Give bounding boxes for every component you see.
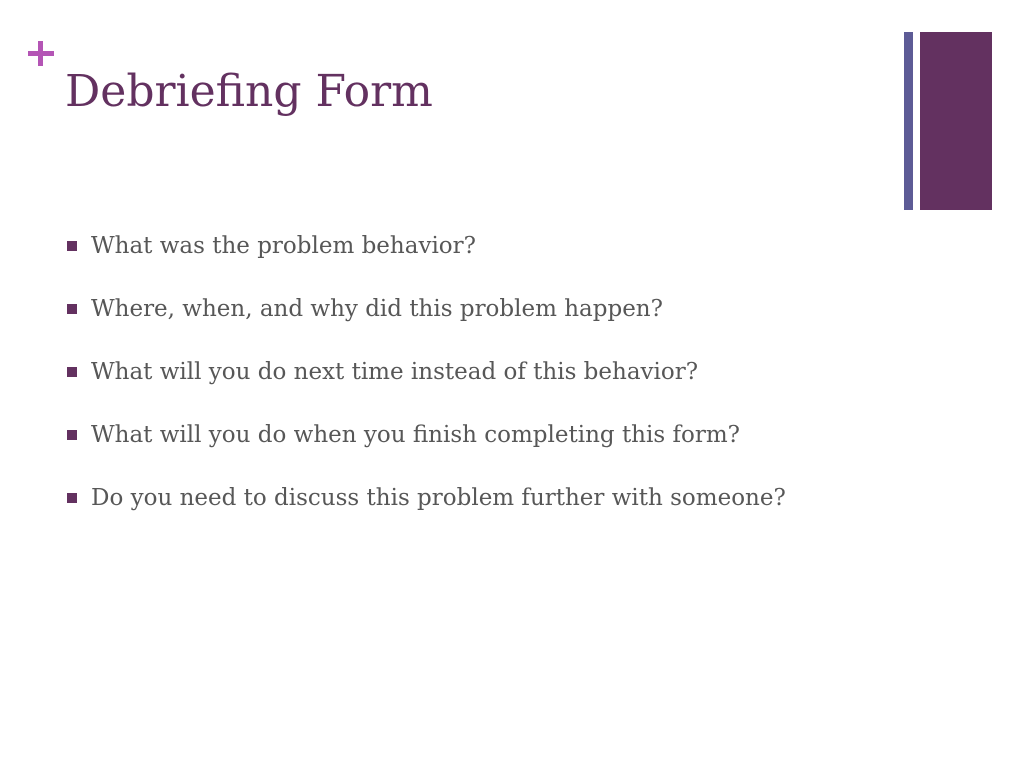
square-bullet-icon [67, 304, 77, 314]
square-bullet-icon [67, 430, 77, 440]
square-bullet-icon [67, 367, 77, 377]
square-bullet-icon [67, 241, 77, 251]
bullet-item [67, 415, 786, 455]
square-bullet-icon [67, 493, 77, 503]
decorative-bar-thick [920, 32, 992, 210]
bullet-list [67, 226, 786, 541]
bullet-text: What will you do next time instead of this behavior? [91, 359, 699, 385]
bullet-item [67, 226, 786, 266]
bullet-text: What will you do when you finish completing this form? [91, 422, 740, 448]
bullet-text: Do you need to discuss this problem further with someone? [91, 485, 786, 511]
bullet-text: Where, when, and why did this problem happen? [91, 296, 663, 322]
decorative-bar-thin [904, 32, 913, 210]
bullet-text: What was the problem behavior? [91, 233, 476, 259]
slide-title: Debriefing Form [65, 66, 433, 117]
plus-icon [28, 40, 56, 68]
bullet-item [67, 352, 786, 392]
bullet-item [67, 478, 786, 518]
bullet-item [67, 289, 786, 329]
